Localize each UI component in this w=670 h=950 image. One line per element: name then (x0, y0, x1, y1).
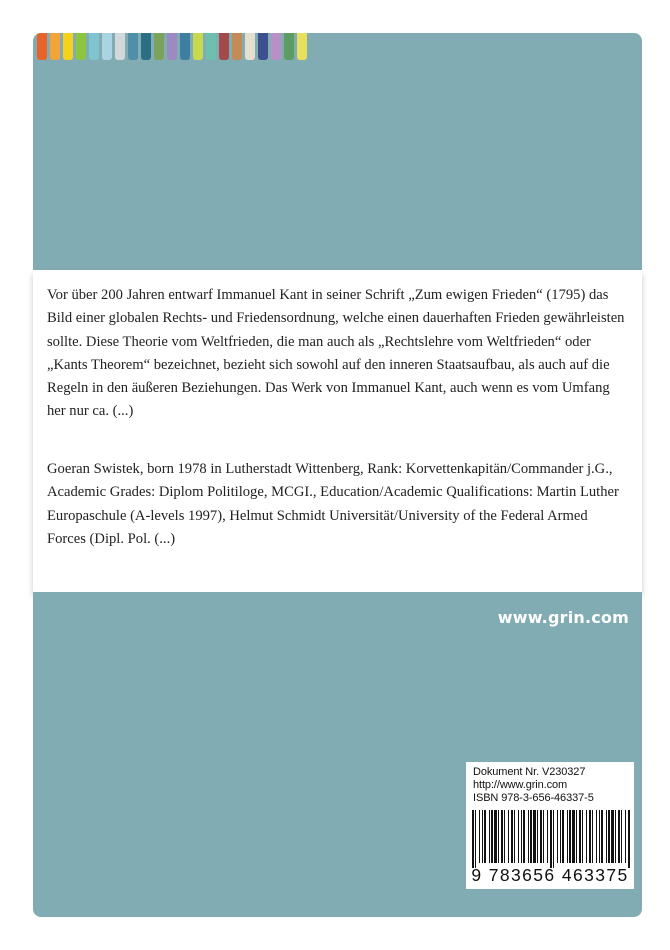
barcode-bar (596, 810, 597, 863)
barcode-bar (472, 810, 474, 868)
color-stripe (50, 33, 60, 60)
blurb-paragraph-author: Goeran Swistek, born 1978 in Lutherstadt Wittenberg, Rank: Korvettenkapitän/Commander j.G., Academic Grades: Diplom Politiloge, MCGI., Education/Academic Qualifications: Martin Luther Europaschule (A-levels 1997), Helmut Schmidt Universität/University of the Federal Armed Forces (Dipl. Pol. (...) (47, 461, 619, 547)
barcode-digits: 9 783656 463375 (471, 865, 629, 885)
color-stripe (115, 33, 125, 60)
barcode-bar (543, 810, 544, 863)
barcode-bar (562, 810, 564, 863)
barcode-bar (601, 810, 603, 863)
barcode-box (466, 762, 634, 889)
color-stripe (284, 33, 294, 60)
barcode-bar (569, 810, 571, 863)
cover-bottom-panel (33, 592, 642, 917)
barcode-bar (553, 810, 554, 868)
barcode-bar (576, 810, 577, 863)
barcode-bar (606, 810, 607, 863)
barcode-bar (550, 810, 552, 868)
color-stripe (193, 33, 203, 60)
barcode-bar (579, 810, 581, 863)
barcode-bar (489, 810, 490, 863)
barcode-bar (582, 810, 583, 863)
barcode-bar (592, 810, 593, 863)
barcode-bar (475, 810, 476, 868)
barcode-bar (537, 810, 538, 863)
barcode-bar (521, 810, 522, 863)
color-stripe (297, 33, 307, 60)
blurb-panel (33, 270, 642, 592)
barcode-bar (501, 810, 503, 863)
barcode-bar (498, 810, 499, 863)
color-stripe (271, 33, 281, 60)
isbn-label: ISBN 978-3-656-46337-5 (473, 792, 594, 804)
blurb-paragraph-description: Vor über 200 Jahren entwarf Immanuel Kant in seiner Schrift „Zum ewigen Frieden“ (1795) das Bild einer globalen Rechts- und Friedensordnung, welche einen dauerhaften Frieden gewährleisten sollte. Diese Theorie vom Weltfrieden, die man auch als „Rechtslehre vom Weltfrieden“ oder „Kants Theorem“ bezeichnet, bezieht sich sowohl auf den inneren Staatsaufbau, als auch auf die Regeln in den äußeren Beziehungen. Das Werk von Immanuel Kant, auch wenn es vom Umfang her nur ca. (...) (47, 287, 625, 420)
barcode-bar (621, 810, 622, 863)
color-stripe (76, 33, 86, 60)
color-stripe (154, 33, 164, 60)
barcode-bar (618, 810, 620, 863)
color-stripe (206, 33, 216, 60)
color-stripe (180, 33, 190, 60)
barcode-bar (547, 810, 548, 863)
barcode-bar (557, 810, 558, 863)
color-stripes (37, 33, 310, 60)
barcode-bar (504, 810, 505, 863)
color-stripe (102, 33, 112, 60)
barcode-bar (628, 810, 630, 868)
color-stripe (89, 33, 99, 60)
barcode-bar (599, 810, 600, 863)
barcode-bar (494, 810, 497, 863)
document-url: http://www.grin.com (473, 779, 568, 791)
barcode-bar (586, 810, 587, 863)
barcode-bar (484, 810, 486, 863)
barcode-bar (514, 810, 515, 863)
barcode-bar (511, 810, 513, 863)
color-stripe (167, 33, 177, 60)
cover-top-panel (33, 33, 642, 270)
barcode-bar (625, 810, 626, 863)
barcode-bar (540, 810, 542, 863)
color-stripe (63, 33, 73, 60)
barcode-bar (615, 810, 616, 863)
color-stripe (141, 33, 151, 60)
color-stripe (219, 33, 229, 60)
barcode-bar (508, 810, 509, 863)
barcode-bar (482, 810, 483, 863)
publisher-website: www.grin.com (497, 608, 629, 627)
document-number: Dokument Nr. V230327 (473, 766, 586, 778)
barcode-bar (530, 810, 532, 863)
barcode-bar (523, 810, 525, 863)
barcode-bar (533, 810, 536, 863)
barcode-bar (572, 810, 575, 863)
barcode-bar (491, 810, 493, 863)
color-stripe (258, 33, 268, 60)
barcode-bar (479, 810, 480, 863)
barcode-bar (611, 810, 614, 863)
barcode-bar (608, 810, 610, 863)
barcode-icon (472, 810, 630, 868)
color-stripe (37, 33, 47, 60)
barcode-bar (560, 810, 561, 863)
color-stripe (232, 33, 242, 60)
barcode-bar (528, 810, 529, 863)
barcode-bar (567, 810, 568, 863)
barcode-bar (518, 810, 519, 863)
color-stripe (128, 33, 138, 60)
color-stripe (245, 33, 255, 60)
barcode-bar (589, 810, 591, 863)
